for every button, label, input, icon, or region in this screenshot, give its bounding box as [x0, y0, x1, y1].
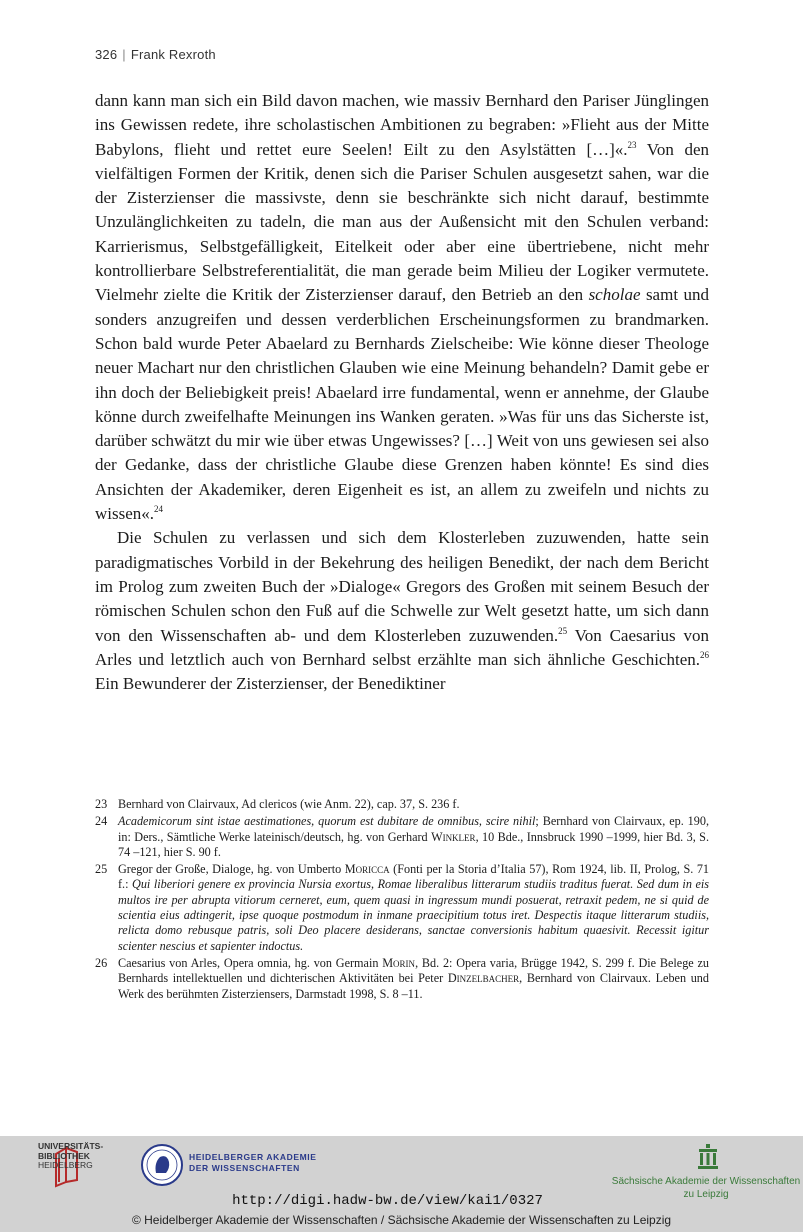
latin-quote: Qui liberiori genere ex provincia Nursia exortus, Romae liberalibus litterarum studiis traditus fuerat. Sed dum in eis multos ire per abrupta vitiorum cerneret, eum, quem quasi in ingressum mundi posuerat, retraxit pedem, ne si quid de scientia eius adtingerit, ipse quoque postmodum in inmane praecipitium totus iret. Despectis itaque litterarum studiis, relicta domo rebusque patris, soli Deo placere desiderans, sanctae conversionis habitum quaesivit. Recessit igitur scienter nescius et sapienter indoctus. — [118, 877, 709, 953]
footnote-text: , Bd. 2: Opera varia, Brügge 1942, S. 299 f. Die Belege zu Bernhards intellektuellen und dichterischen Aktivitäten bei Peter — [118, 955, 709, 986]
hadw-text — [189, 1152, 317, 1174]
text-run: Ein Bewunderer der Zisterzienser, der Benediktiner — [95, 674, 446, 694]
header-separator: | — [122, 47, 126, 62]
footnote-24 — [95, 814, 709, 860]
ub-heidelberg-text — [38, 1142, 103, 1171]
paragraph-1 — [95, 89, 709, 526]
hadw-line: HEIDELBERGER AKADEMIE — [189, 1152, 317, 1162]
hadw-line: DER WISSENSCHAFTEN — [189, 1163, 300, 1173]
copyright-notice: © Heidelberger Akademie der Wissenschaften / Sächsische Akademie der Wissenschaften zu Leipzig — [131, 1213, 672, 1227]
saw-line: Sächsische Akademie der Wissenschaften — [611, 1176, 801, 1187]
editor-name: Moricca — [344, 862, 390, 877]
footnote-text: Caesarius von Arles, Opera omnia, hg. von Germain — [118, 955, 383, 970]
text-run: Von Caesarius von Arles und letztlich auch von Bernhard selbst erzählte man sich ähnliche Geschichten. — [95, 625, 709, 669]
editor-name: Winkler — [431, 829, 476, 844]
footnote-text: , 10 Bde., Innsbruck 1990 –1999, hier Bd. 3, S. 74 –121, hier S. 90 f. — [118, 829, 709, 859]
main-text — [95, 89, 709, 696]
hadw-seal-icon — [140, 1143, 184, 1187]
footnote-text: ; Bernhard von Clairvaux, ep. 190, in: Ders., Sämtliche Werke lateinisch/deutsch, hg. von Gerhard — [118, 814, 709, 844]
running-head — [95, 47, 216, 62]
text-run: Von den vielfältigen Formen der Kritik, denen sich die Pariser Schulen ausgesetzt sahen, war die der Zisterzienser die massivste, denn sie beschränkte sich nicht darauf, bestimmte Unzulänglichkeiten zu tadeln, die man aus der Außensicht mit den Schulen verband: Karrierismus, Selbstgefälligkeit, Eitelkeit oder aber eine übertriebene, nicht mehr kontrollierbare Selbstreferentialität, die man gerade beim Milieu der Logiker vermutete. Vielmehr zielte die Kritik der Zisterzienser darauf, den Betrieb an den — [95, 139, 709, 305]
ub-line: UNIVERSITÄTS- — [38, 1141, 104, 1151]
digitization-footer — [0, 1136, 803, 1232]
footnote-23 — [95, 797, 709, 812]
author-name: Dinzelbacher — [447, 971, 520, 986]
footnotes — [95, 797, 709, 1004]
footnote-ref-26[interactable]: 26 — [700, 649, 709, 660]
footnote-ref-23[interactable]: 23 — [627, 139, 637, 150]
footnote-26 — [95, 956, 709, 1002]
footnote-number: 25 — [95, 862, 108, 877]
saw-line: zu Leipzig — [683, 1188, 729, 1200]
footnote-ref-24[interactable]: 24 — [154, 504, 164, 515]
page-number: 326 — [95, 47, 118, 62]
paragraph-2 — [95, 526, 709, 696]
footnote-text: Gregor der Große, Dialoge, hg. von Umberto — [118, 862, 345, 877]
italic-term: scholae — [588, 285, 641, 305]
text-run: dann kann man sich ein Bild davon machen, wie massiv Bernhard den Pariser Jünglingen ins Gewissen redete, ihre scholastischen Ambitionen zu begraben: »Flieht aus der Mitte Babylons, flieht und rettet eure Seelen! Eilt zu den Asylstätten […]«. — [95, 91, 709, 159]
text-run: samt und sonders anzugreifen und dessen verderblichen Erscheinungsformen zu brandmarken. Schon bald wurde Peter Abaelard zu Bernhards Zielscheibe: Wie könne dieser Theologe neuer Machart nur den christlichen Glauben wie eine Meinung behandeln? Damit gebe er ihn doch der Beliebigkeit preis! Abaelard irre fundamental, wenn er annehme, der Glaube könne durch zweifelhafte Meinungen ins Wanken geraten. »Was für uns das Sicherste ist, darüber schwätzt du mir wie über etwas Ungewisses? […] Weit von uns gewiesen sei also der Gedanke, dass der christliche Glaube diese Grenzen haben könnte! Es sind dies Ansichten der Akademiker, deren Eigenheit es ist, an allem zu zweifeln und nichts zu wissen«. — [95, 285, 709, 524]
text-run: Die Schulen zu verlassen und sich dem Klosterleben zuzuwenden, hatte sein paradigmatisches Vorbild in der Bekehrung des heiligen Benedikt, der nach dem Bericht im Prolog zum zweiten Buch der »Dialoge« Gregors des Großen mit seinem Besuch der römischen Schulen schon den Fuß auf die Schwelle zur Welt gesetzt hatte, um sich dann von den Wissenschaften ab- und dem Klosterleben zuzuwenden. — [95, 528, 709, 645]
editor-name: Morin — [382, 955, 416, 970]
footnote-text: (Fonti per la Storia d’Italia 57), Rom 1924, lib. II, Prolog, S. 71 f.: — [118, 862, 710, 892]
latin-quote: Academicorum sint istae aestimationes, quorum est dubitare de omnibus, scire nihil — [118, 814, 536, 829]
ub-line: HEIDELBERG — [38, 1160, 93, 1170]
saw-building-icon — [697, 1144, 719, 1170]
footnote-text: , Bernhard von Clairvaux. Leben und Werk des berühmten Zisterziensers, Darmstadt 1998, S. 8 –11. — [118, 971, 709, 1001]
ub-line: BIBLIOTHEK — [38, 1150, 90, 1161]
footnote-number: 24 — [95, 814, 108, 829]
footnote-ref-25[interactable]: 25 — [558, 625, 568, 636]
source-url-link[interactable]: http://digi.hadw-bw.de/view/kai1/0327 — [232, 1193, 543, 1209]
running-head-author: Frank Rexroth — [130, 47, 216, 62]
footnote-text: Bernhard von Clairvaux, Ad clericos (wie Anm. 22), cap. 37, S. 236 f. — [118, 797, 460, 811]
footnote-number: 23 — [95, 797, 108, 811]
footnote-number: 26 — [95, 955, 108, 970]
footnote-25 — [95, 862, 709, 954]
